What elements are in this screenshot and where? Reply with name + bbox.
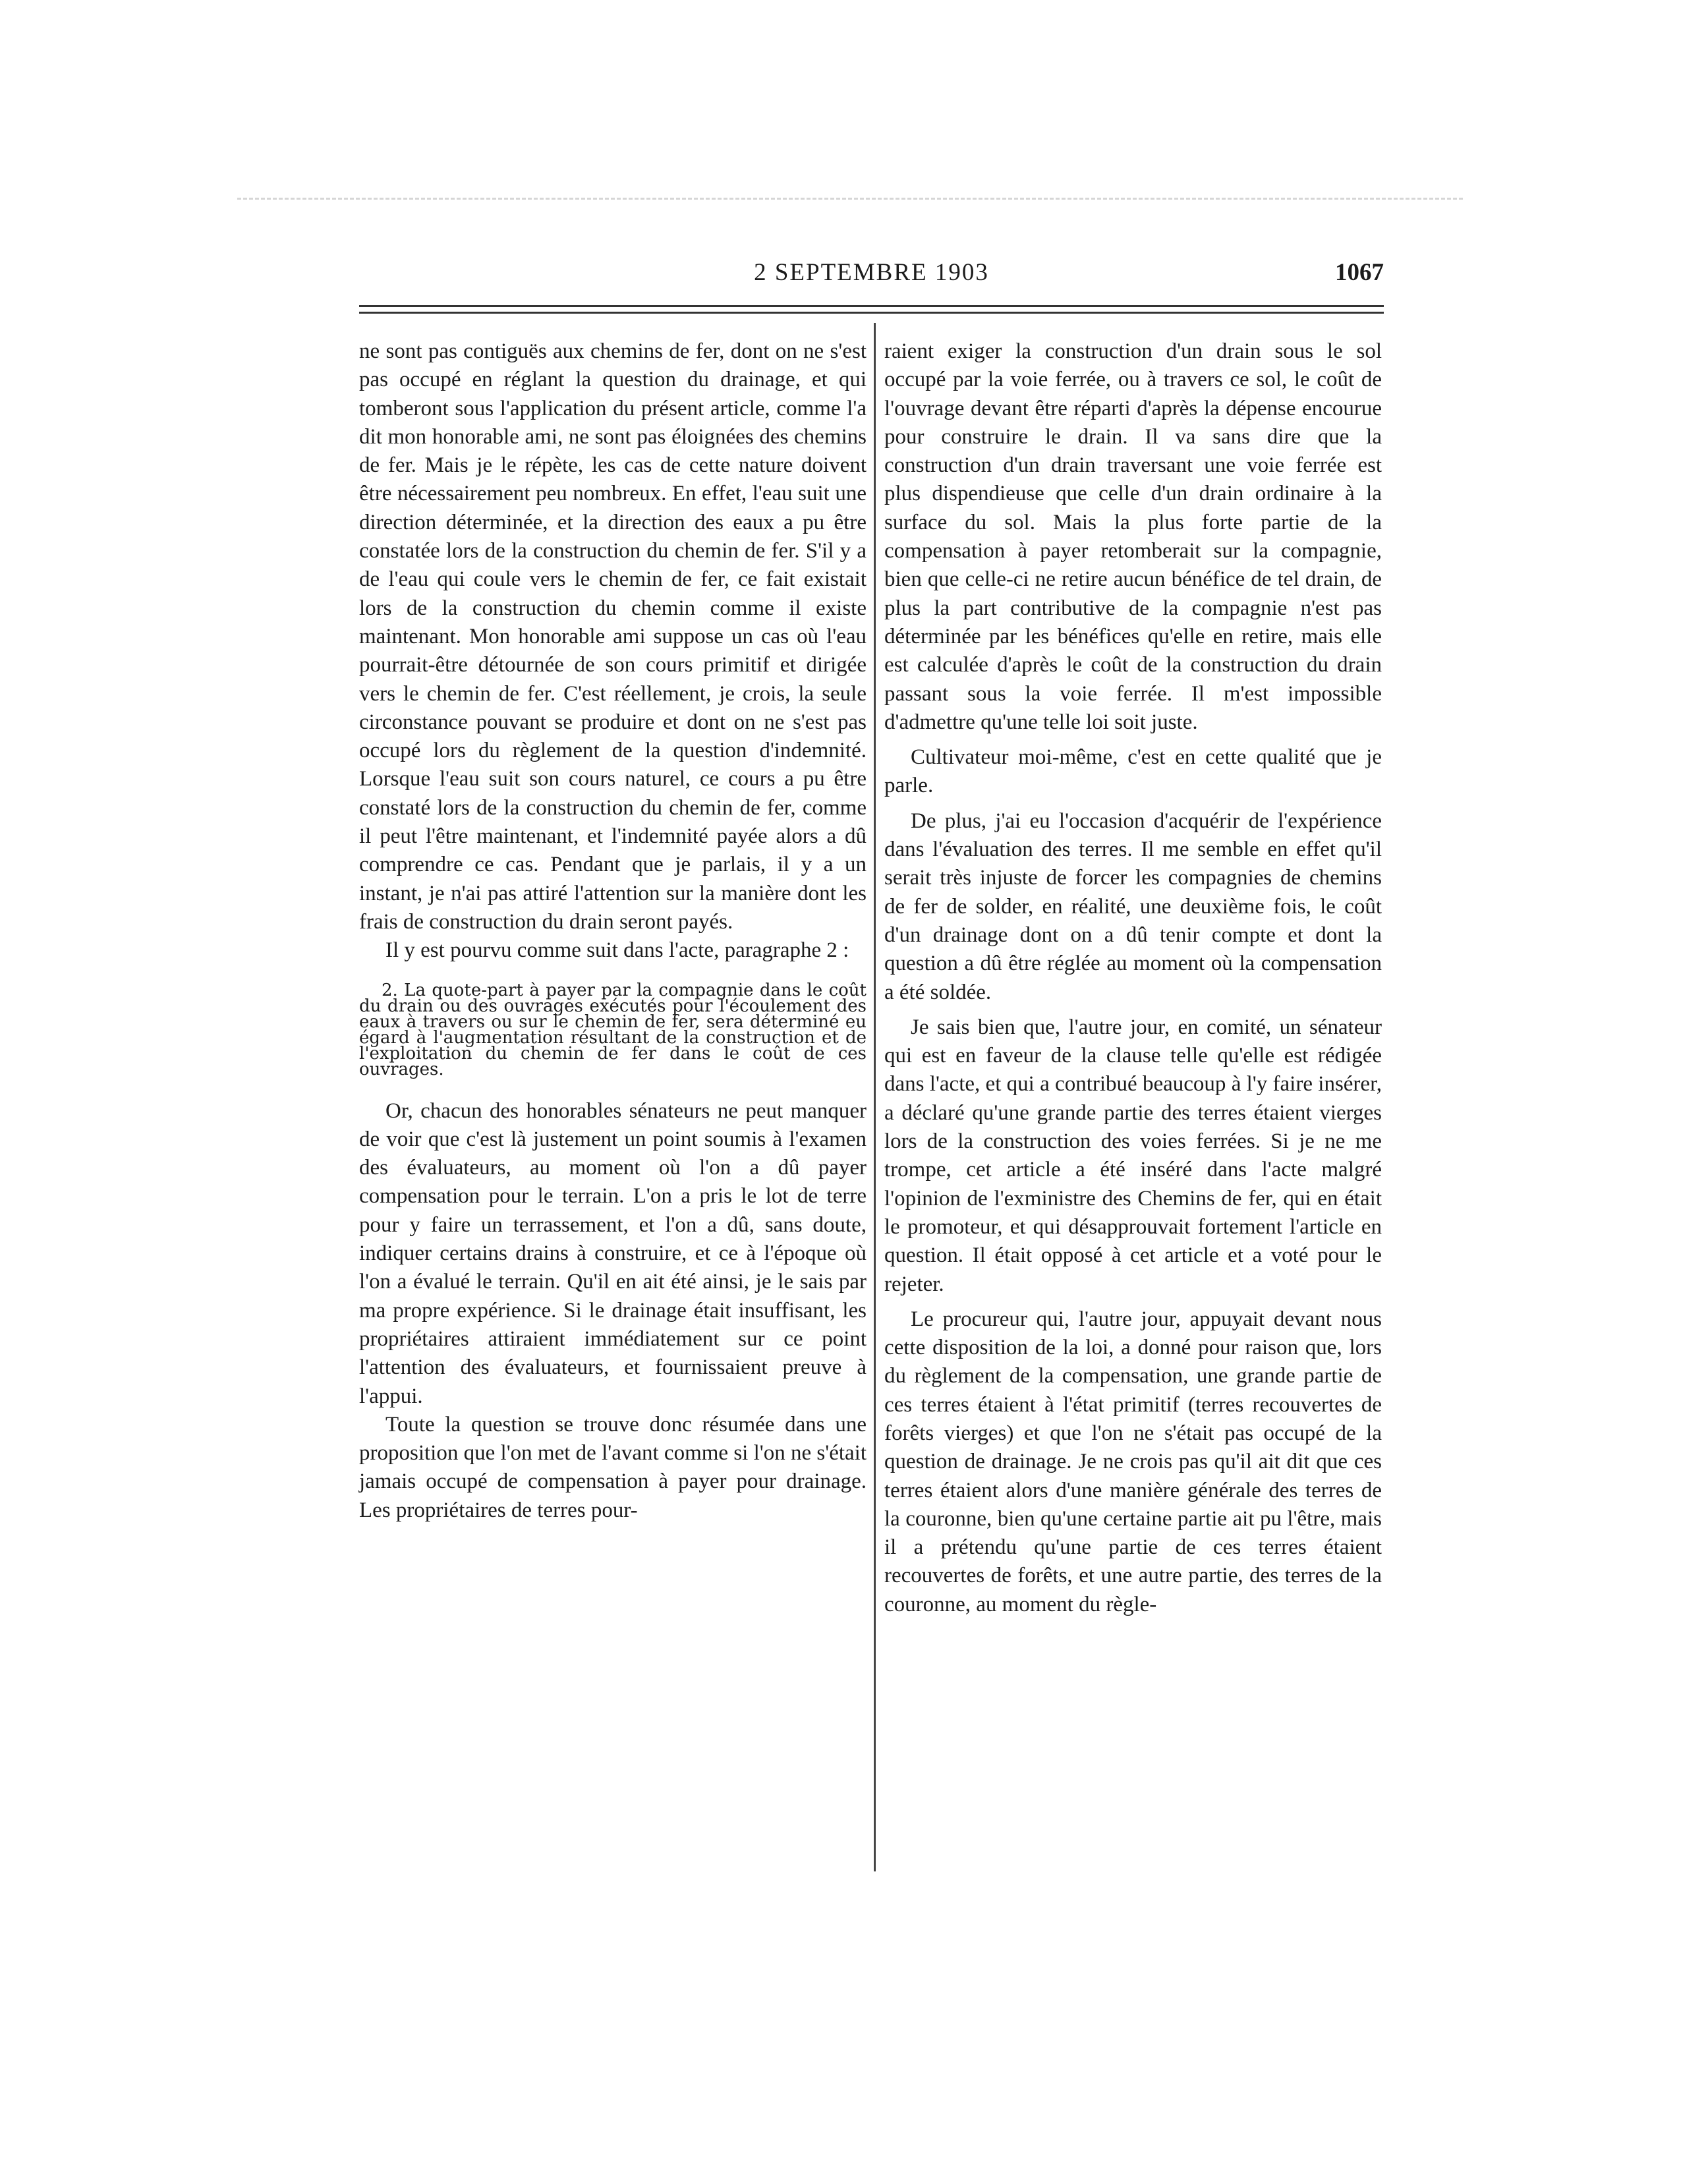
column-divider bbox=[874, 323, 876, 1871]
right-column bbox=[884, 337, 1382, 1619]
left-column bbox=[359, 337, 867, 1525]
paragraph: Cultivateur moi-même, c'est en cette qualité que je parle. bbox=[884, 745, 1382, 798]
header-date: 2 SEPTEMBRE 1903 bbox=[754, 259, 989, 286]
paragraph: ne sont pas contiguës aux chemins de fer, dont on ne s'est pas occupé en réglant la question du drainage, et qui tomberont sous l'application du présent article, comme l'a dit mon honorable ami, ne sont pas éloignées des chemins de fer. Mais je le répète, les cas de cette nature doivent être nécessairement peu nombreux. En effet, l'eau suit une direction déterminée, et la direction des eaux a pu être constatée lors de la construction du chemin de fer. S'il y a de l'eau qui coule vers le chemin de fer, ce fait existait lors de la construction du chemin comme il existe maintenant. Mon honorable ami suppose un cas où l'eau pourrait-être détournée de son cours primitif et dirigée vers le chemin de fer. C'est réellement, je crois, la seule circonstance pouvant se produire et dont on ne s'est pas occupé lors du règlement de la question d'indemnité. Lorsque l'eau suit son cours naturel, ce cours a pu être constaté lors de la construction du chemin de fer, comme il peut l'être maintenant, et l'indemnité payée alors a dû comprendre ce cas. Pendant que je parlais, il y a un instant, je n'ai pas attiré l'attention sur la manière dont les frais de construction du drain seront payés. bbox=[359, 339, 867, 934]
paragraph: Le procureur qui, l'autre jour, appuyait devant nous cette disposition de la loi, a donné pour raison que, lors du règlement de la compensation, une grande partie de ces terres étaient à l'état primitif (terres recouvertes de forêts vierges) et que l'on ne s'était pas occupé de la question de drainage. Je ne crois pas qu'il ait dit que ces terres étaient alors d'une manière générale des terres de la couronne, bien qu'une certaine partie ait pu l'être, mais il a prétendu qu'une partie de ces terres étaient recouvertes de forêts, et une autre partie, des terres de la couronne, au moment du règle- bbox=[884, 1307, 1382, 1616]
paragraph: Toute la question se trouve donc résumée dans une proposition que l'on met de l'avant comme si l'on ne s'était jamais occupé de compensation à payer pour drainage. Les propriétaires de terres pour- bbox=[359, 1412, 867, 1522]
page-number: 1067 bbox=[1335, 259, 1384, 286]
header-rule-bottom bbox=[359, 312, 1384, 314]
paragraph: Il y est pourvu comme suit dans l'acte, paragraphe 2 : bbox=[385, 938, 849, 963]
paragraph: De plus, j'ai eu l'occasion d'acquérir de l'expérience dans l'évaluation des terres. Il me semble en effet qu'il serait très injuste de forcer les compagnies de chemins de fer de solder, en réalité, une deuxième fois, le coût d'un drainage dont on a dû tenir compte et dont la question a dû être réglée au moment où la compensation a été soldée. bbox=[884, 809, 1382, 1004]
paragraph: raient exiger la construction d'un drain sous le sol occupé par la voie ferrée, ou à travers ce sol, le coût de l'ouvrage devant être réparti d'après la dépense encourue pour construire le drain. Il va sans dire que la construction d'un drain traversant une voie ferrée est plus dispendieuse que celle d'un drain ordinaire à la surface du sol. Mais la plus forte partie de la compensation à payer retomberait sur la compagnie, bien que celle-ci ne retire aucun bénéfice de tel drain, de plus la part contributive de la compagnie n'est pas déterminée par les bénéfices qu'elle en retire, mais elle est calculée d'après le coût de la construction du drain passant sous la voie ferrée. Il m'est impossible d'admettre qu'une telle loi soit juste. bbox=[884, 339, 1382, 734]
page-header bbox=[359, 258, 1384, 298]
header-rule-top bbox=[359, 305, 1384, 307]
page-edge bbox=[237, 198, 1463, 200]
paragraph: Je sais bien que, l'autre jour, en comité, un sénateur qui est en faveur de la clause telle qu'elle est rédigée dans l'acte, et qui a contribué beaucoup à l'y faire insérer, a déclaré qu'une grande partie des terres étaient vierges lors de la construction des voies ferrées. Si je ne me trompe, cet article a été inséré dans l'acte malgré l'opinion de l'exministre des Chemins de fer, qui en était le promoteur, et qui désapprouvait fortement l'article en question. Il était opposé à cet article et a voté pour le rejeter. bbox=[884, 1015, 1382, 1296]
paragraph: Or, chacun des honorables sénateurs ne peut manquer de voir que c'est là justement un point soumis à l'examen des évaluateurs, au moment où l'on a dû payer compensation pour le terrain. L'on a pris le lot de terre pour y faire un terrassement, et l'on a dû, sans doute, indiquer certains drains à construire, et ce à l'époque où l'on a évalué le terrain. Qu'il en ait été ainsi, je le sais par ma propre expérience. Si le drainage était insuffisant, les propriétaires attiraient immédiatement sur ce point l'attention des évaluateurs, et fournissaient preuve à l'appui. bbox=[359, 1098, 867, 1408]
quoted-clause: 2. La quote-part à payer par la compagnie dans le coût du drain ou des ouvrages exécutés pour l'écoulement des eaux à travers ou sur le chemin de fer, sera déterminé eu égard à l'augmentation résultant de la construction et de l'exploitation du chemin de fer dans le coût de ces ouvrages. bbox=[359, 980, 867, 1079]
